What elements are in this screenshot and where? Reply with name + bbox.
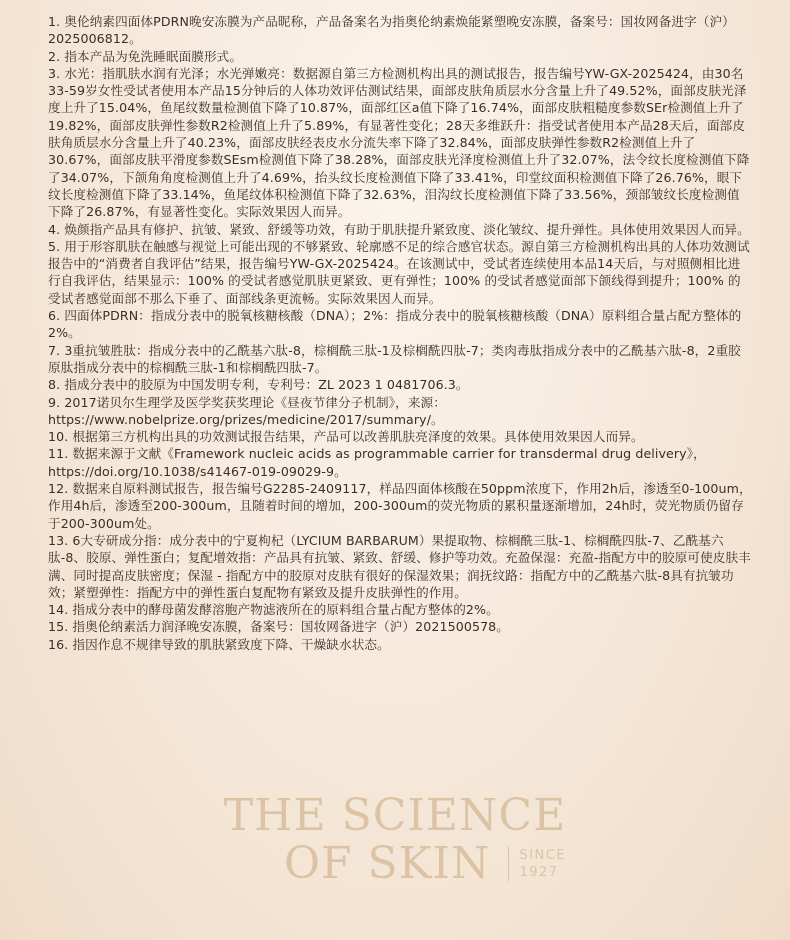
- footnote-7: 7. 3重抗皱胜肽：指成分表中的乙酰基六肽-8，棕榈酰三肽-1及棕榈酰四肽-7；类肉毒肽指成分表中的乙酰基六肽-8，2重胶原肽指成分表中的棕榈酰三肽-1和棕榈酰四肽-7。: [48, 342, 741, 375]
- footnote-14: 14. 指成分表中的酵母菌发酵溶胞产物滤液所在的原料组合量占配方整体的2%。: [48, 602, 499, 618]
- footnote-11: 11. 数据来源于文献《Framework nucleic acids as programmable carrier for transdermal drug delivery》，https://doi.org/10.1038/s41467-019-09029-9。: [48, 446, 706, 479]
- footnote-3: 3. 水光：指肌肤水润有光泽；水光弹嫩亮：数据源自第三方检测机构出具的测试报告，报告编号YW-GX-2025424，由30名33-59岁女性受试者使用本产品15分钟后的人体功效评估测试结果，面部皮肤角质层水分含量上升了49.52%，面部皮肤光泽度上升了15.04%，鱼尾纹数量检测值下降了10.87%，面部红区a值下降了16.74%，面部皮肤粗糙度参数SEr检测值上升了19.82%，面部皮肤弹性参数R2检测值上升了5.89%，有显著性变化；28天多维跃升：指受试者使用本产品28天后，面部皮肤角质层水分含量上升了40.23%，面部皮肤经表皮水分流失率下降了32.84%，面部皮肤弹性参数R2检测值上升了30.67%，面部皮肤平滑度参数SEsm检测值下降了38.28%，面部皮肤光泽度检测值上升了32.07%，法令纹长度检测值下降了34.07%，下颌角角度检测值上升了4.69%，抬头纹长度检测值下降了33.41%，印堂纹面积检测值下降了26.76%，眼下纹长度检测值下降了33.14%，鱼尾纹体积检测值下降了32.63%，泪沟纹长度检测值下降了33.56%，颈部皱纹长度检测值下降了26.87%，有显著性变化。实际效果因人而异。: [48, 65, 750, 220]
- brand-slogan: [0, 792, 790, 888]
- footnote-2: 2. 指本产品为免洗睡眠面膜形式。: [48, 48, 243, 64]
- footnote-8: 8. 指成分表中的胶原为中国发明专利，专利号：ZL 2023 1 0481706.3。: [48, 377, 469, 393]
- footnote-16: 16. 指因作息不规律导致的肌肤紧致度下降、干燥缺水状态。: [48, 636, 390, 652]
- footnote-13: 13. 6大专研成分指：成分表中的宁夏枸杞（LYCIUM BARBARUM）果提取物、棕榈酰三肽-1、棕榈酰四肽-7、乙酰基六肽-8、胶原、弹性蛋白；复配增效指：产品具有抗皱、紧致、舒缓、修护等功效。充盈保湿：充盈-指配方中的胶原可使皮肤丰满、同时提高皮肤密度；保湿 - 指配方中的胶原对皮肤有很好的保湿效果；润抚纹路：指配方中的乙酰基六肽-8具有抗皱功效；紧塑弹性：指配方中的弹性蛋白复配物有紧致及提升皮肤弹性的作用。: [48, 532, 751, 600]
- footnote-5: 5. 用于形容肌肤在触感与视觉上可能出现的不够紧致、轮廓感不足的综合感官状态。源自第三方检测机构出具的人体功效测试报告中的“消费者自我评估”结果，报告编号YW-GX-2025424。在该测试中，受试者连续使用本品14天后，与对照侧相比进行自我评估，结果显示：100% 的受试者感觉肌肤更紧致、更有弹性；100% 的受试者感觉面部下颌线得到提升；100% 的受试者感觉面部不那么下垂了、面部线条更流畅。实际效果因人而异。: [48, 238, 750, 306]
- slogan-line-2: OF SKIN: [283, 838, 491, 889]
- since-year: 1927: [519, 865, 559, 880]
- footnote-15: 15. 指奥伦纳素活力润泽晚安冻膜，备案号：国妆网备进字（沪）2021500578。: [48, 619, 509, 635]
- footnote-9: 9. 2017诺贝尔生理学及医学奖获奖理论《昼夜节律分子机制》，来源：https://www.nobelprize.org/prizes/medicine/2017/summary/。: [48, 394, 446, 427]
- since-mark: [508, 847, 566, 881]
- footnote-1: 1. 奥伦纳素四面体PDRN晚安冻膜为产品昵称，产品备案名为指奥伦纳素焕能紧塑晚安冻膜，备案号：国妆网备进字（沪）2025006812。: [48, 14, 735, 47]
- footnotes-list: [48, 13, 752, 653]
- since-label: SINCE: [519, 848, 567, 863]
- footnote-10: 10. 根据第三方机构出具的功效测试报告结果，产品可以改善肌肤亮泽度的效果。具体使用效果因人而异。: [48, 429, 644, 445]
- footnote-4: 4. 焕颜指产品具有修护、抗皱、紧致、舒缓等功效，有助于肌肤提升紧致度、淡化皱纹、提升弹性。具体使用效果因人而异。: [48, 221, 750, 237]
- footnote-12: 12. 数据来自原料测试报告，报告编号G2285-2409117，样品四面体核酸在50ppm浓度下，作用2h后，渗透至0-100um，作用4h后，渗透至200-300um，且随着时间的增加，200-300um的荧光物质的累积量逐渐增加，24h时，荧光物质仍留存于200-300um处。: [48, 481, 752, 531]
- slogan-line-1: THE SCIENCE: [223, 790, 567, 841]
- slogan-line-2-row: [284, 840, 566, 888]
- footnote-6: 6. 四面体PDRN：指成分表中的脱氧核糖核酸（DNA）；2%：指成分表中的脱氧核糖核酸（DNA）原料组合量占配方整体的2%。: [48, 308, 742, 341]
